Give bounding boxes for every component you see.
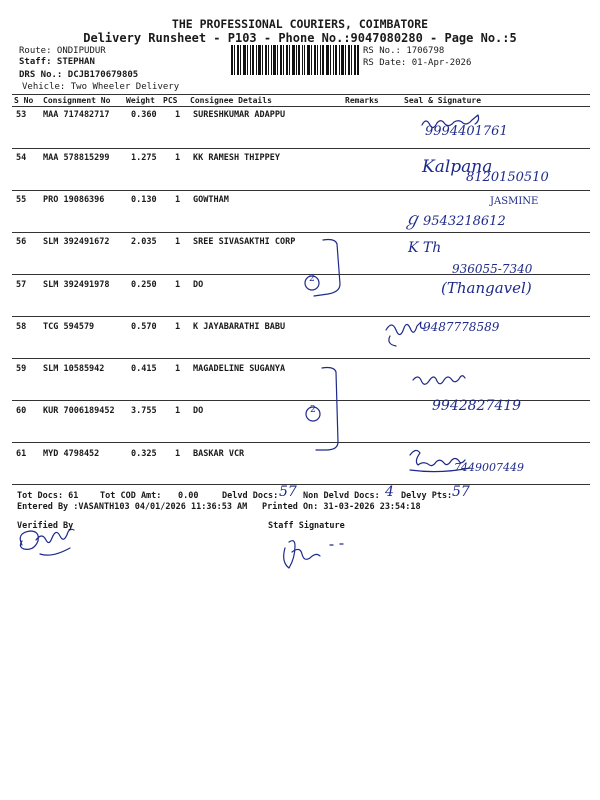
drs-value: DCJB170679805: [67, 70, 139, 80]
cell-sno: 61: [16, 449, 27, 459]
delivered-docs-label: Delvd Docs:: [222, 491, 279, 501]
rs-number: RS No.: 1706798: [363, 46, 445, 56]
circled-number-60: 2: [310, 405, 316, 415]
total-docs: Tot Docs: 61: [17, 491, 79, 501]
handwritten-name-54: Kalpana: [422, 157, 493, 177]
cell-sno: 57: [16, 280, 27, 290]
handwritten-name-56: K Th: [408, 240, 442, 256]
col-header-remarks: Remarks: [345, 96, 379, 105]
cell-consignee: DO: [193, 406, 204, 416]
handwritten-phone-54: 8120150510: [466, 170, 549, 185]
cell-sno: 58: [16, 322, 27, 332]
cell-consignment: PRO 19086396: [43, 195, 105, 205]
cell-consignee: SURESHKUMAR ADAPPU: [193, 110, 286, 120]
vehicle: Vehicle: Two Wheeler Delivery: [22, 82, 180, 92]
cell-consignment: SLM 392491978: [43, 280, 110, 290]
cell-weight: 0.360: [131, 110, 157, 120]
printed-on: Printed On: 31-03-2026 23:54:18: [262, 502, 421, 512]
cell-weight: 2.035: [131, 237, 157, 247]
staff-signature: [284, 541, 343, 568]
cell-weight: 0.130: [131, 195, 157, 205]
entered-by: Entered By :VASANTH103 04/01/2026 11:36:53 AM: [17, 502, 248, 512]
cell-consignee: K JAYABARATHI BABU: [193, 322, 286, 332]
scribble-58: [386, 322, 425, 346]
cell-weight: 0.570: [131, 322, 157, 332]
handwritten-phone-58: 9487778589: [423, 320, 500, 334]
handwritten-name-57: (Thangavel): [441, 279, 532, 297]
cell-pcs: 1: [175, 364, 181, 374]
cell-consignee: SREE SIVASAKTHI CORP: [193, 237, 296, 247]
bracket-59-60: [316, 368, 338, 451]
cell-pcs: 1: [175, 280, 181, 290]
cell-pcs: 1: [175, 110, 181, 120]
cell-sno: 59: [16, 364, 27, 374]
cell-weight: 3.755: [131, 406, 157, 416]
handwritten-name-55: JASMINE: [490, 196, 539, 207]
handwritten-phone-59: 9942827419: [432, 398, 522, 414]
cell-pcs: 1: [175, 322, 181, 332]
delivery-points-label: Delvy Pts:: [401, 491, 453, 501]
route: Route: ONDIPUDUR: [19, 46, 106, 56]
cell-consignment: TCG 594579: [43, 322, 95, 332]
handwritten-phone-56: 936055-7340: [452, 262, 533, 276]
delivery-points-value: 57: [452, 484, 470, 500]
total-cod-value: 0.00: [178, 491, 199, 501]
cell-consignment: SLM 392491672: [43, 237, 110, 247]
cell-consignment: SLM 10585942: [43, 364, 105, 374]
company-title: THE PROFESSIONAL COURIERS, COIMBATORE: [171, 17, 429, 31]
cell-sno: 56: [16, 237, 27, 247]
cell-consignee: BASKAR VCR: [193, 449, 245, 459]
handwritten-phone-61: 7449007449: [454, 461, 524, 474]
cell-pcs: 1: [175, 153, 181, 163]
circled-number-57: 2: [309, 274, 315, 284]
col-header-signature: Seal & Signature: [404, 96, 482, 105]
cell-consignment: MAA 578815299: [43, 153, 110, 163]
staff: Staff: STEPHAN: [19, 57, 95, 67]
handwritten-phone-53: 9994401761: [425, 124, 508, 139]
runsheet-title: Delivery Runsheet - P103 - Phone No.:9047080280 - Page No.:5: [83, 31, 517, 45]
cell-pcs: 1: [175, 237, 181, 247]
handwritten-phone-55: 9543218612: [423, 214, 506, 229]
delivered-docs-value: 57: [279, 484, 297, 500]
cell-consignment: MAA 717482717: [43, 110, 110, 120]
cell-consignee: MAGADELINE SUGANYA: [193, 364, 286, 374]
verified-by-label: Verified By: [17, 521, 74, 531]
cell-pcs: 1: [175, 449, 181, 459]
cell-sno: 53: [16, 110, 27, 120]
non-delivered-docs-value: 4: [385, 484, 394, 500]
cell-sno: 55: [16, 195, 27, 205]
non-delivered-docs-label: Non Delvd Docs:: [303, 491, 380, 501]
staff-signature-label: Staff Signature: [268, 521, 345, 531]
cell-pcs: 1: [175, 406, 181, 416]
rs-date: RS Date: 01-Apr-2026: [363, 58, 472, 68]
col-header-weight: Weight: [126, 96, 155, 105]
scribble-59: [413, 376, 465, 385]
col-header-pcs: PCS: [163, 96, 178, 105]
cell-weight: 1.275: [131, 153, 157, 163]
col-header-sno: S No: [14, 96, 34, 105]
cell-consignee: KK RAMESH THIPPEY: [193, 153, 280, 163]
col-header-consignee: Consignee Details: [190, 96, 272, 105]
handwritten-initial-55: ℊ: [403, 209, 421, 230]
cell-consignee: GOWTHAM: [193, 195, 229, 205]
cell-weight: 0.325: [131, 449, 157, 459]
cell-consignee: DO: [193, 280, 204, 290]
total-cod-label: Tot COD Amt:: [100, 491, 162, 501]
drs-label: DRS No.:: [19, 70, 63, 80]
cell-sno: 60: [16, 406, 27, 416]
col-header-consignment: Consignment No: [43, 96, 111, 105]
cell-consignment: KUR 7006189452: [43, 406, 115, 416]
cell-pcs: 1: [175, 195, 181, 205]
cell-consignment: MYD 4798452: [43, 449, 100, 459]
cell-sno: 54: [16, 153, 27, 163]
cell-weight: 0.415: [131, 364, 157, 374]
cell-weight: 0.250: [131, 280, 157, 290]
verified-by-signature: [20, 529, 74, 555]
